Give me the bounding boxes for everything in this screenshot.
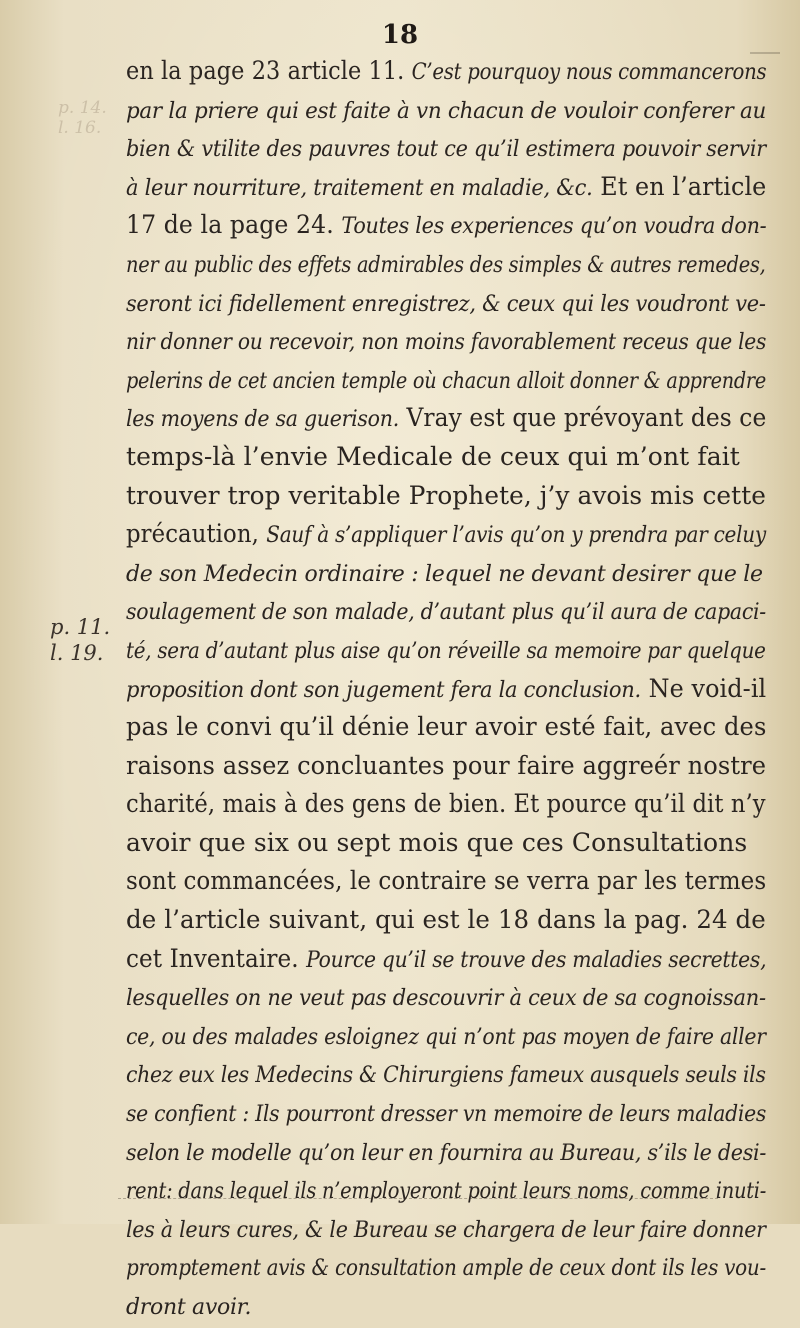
- italic-quote-segment: Toutes les experiences qu’on voudra don-: [341, 214, 767, 240]
- italic-quote-segment: Sauf à s’appliquer l’avis qu’on y prendra par celuy: [266, 523, 766, 549]
- roman-text-segment: charité, mais à des gens de bien. Et pource qu’il dit n’y: [126, 789, 766, 819]
- text-line: [126, 785, 766, 824]
- text-line: [126, 747, 767, 786]
- bottom-rule: [118, 1198, 718, 1200]
- text-line: [126, 592, 766, 631]
- italic-quote-segment: se confient : Ils pourront dresser vn memoire de leurs maladies: [126, 1102, 767, 1128]
- text-line: [126, 1171, 767, 1210]
- text-line: [126, 399, 767, 438]
- italic-quote-segment: Pource qu’il se trouve des maladies secrettes,: [306, 947, 767, 973]
- italic-quote-segment: promptement avis & consultation ample de ceux dont ils les vou-: [126, 1256, 766, 1282]
- text-line: [126, 1055, 766, 1094]
- margin-note-line: l. 19.: [50, 641, 104, 665]
- roman-text-segment: Et en l’article: [592, 171, 767, 201]
- italic-quote-segment: bien & vtilite des pauvres tout ce qu’il estimera pouvoir servir: [126, 137, 766, 163]
- margin-note: [50, 614, 110, 666]
- italic-quote-segment: té, sera d’autant plus aise qu’on réveille sa memoire par quelque: [126, 638, 766, 664]
- text-line: [126, 52, 767, 91]
- text-line: [126, 1210, 766, 1249]
- text-line: [126, 129, 766, 168]
- text-line: [126, 477, 766, 516]
- roman-text-segment: de l’article suivant, qui est le 18 dans la pag. 24 de: [126, 905, 766, 935]
- text-line: [126, 940, 767, 979]
- italic-quote-segment: ner au public des effets admirables des simples & autres remedes,: [126, 252, 766, 278]
- text-line: [126, 91, 766, 130]
- italic-quote-segment: rent: dans lequel ils n’employeront point leurs noms, comme inuti-: [126, 1179, 767, 1205]
- text-line: [126, 245, 766, 284]
- italic-quote-segment: par la priere qui est faite à vn chacun de vouloir conferer au: [126, 98, 766, 124]
- text-line: [126, 168, 767, 207]
- margin-note-faint: [58, 98, 107, 138]
- italic-quote-segment: de son Medecin ordinaire : lequel ne devant desirer que le: [126, 561, 763, 587]
- italic-quote-segment: seront ici fidellement enregistrez, & ceux qui les voudront ve-: [126, 291, 766, 317]
- text-line: [126, 515, 766, 554]
- roman-text-segment: avoir que six ou sept mois que ces Consultations: [126, 827, 748, 857]
- margin-note-faint-line: p. 14.: [58, 98, 107, 118]
- italic-quote-segment: nir donner ou recevoir, non moins favorablement receus que les: [126, 330, 767, 356]
- text-line: [126, 322, 767, 361]
- roman-text-segment: Vray est que prévoyant des ce: [398, 403, 767, 433]
- text-line: [126, 1133, 767, 1172]
- italic-quote-segment: les moyens de sa guerison.: [126, 407, 399, 433]
- roman-text-segment: trouver trop veritable Prophete, j’y avois mis cette: [126, 480, 766, 510]
- italic-quote-segment: proposition dont son jugement fera la conclusion.: [126, 677, 641, 703]
- roman-text-segment: pas le convi qu’il dénie leur avoir esté fait, avec des: [126, 712, 767, 742]
- body-text: [126, 52, 766, 1326]
- roman-text-segment: sont commancées, le contraire se verra par les termes: [126, 866, 767, 896]
- margin-note-faint-line: l. 16.: [58, 118, 102, 138]
- italic-quote-segment: soulagement de son malade, d’autant plus qu’il aura de capaci-: [126, 600, 766, 626]
- roman-text-segment: temps-là l’envie Medicale de ceux qui m’ont fait: [126, 441, 740, 471]
- italic-quote-segment: ce, ou des malades esloignez qui n’ont pas moyen de faire aller: [126, 1024, 766, 1050]
- roman-text-segment: en la page 23 article 11.: [126, 56, 412, 85]
- text-line: [126, 361, 766, 400]
- text-line: [126, 670, 767, 709]
- text-line: [126, 1287, 766, 1326]
- text-line: [126, 1248, 766, 1287]
- roman-text-segment: Ne void-il: [640, 673, 767, 703]
- roman-text-segment: 17 de la page 24.: [126, 210, 342, 240]
- text-line: [126, 206, 767, 245]
- text-line: [126, 631, 766, 670]
- text-line: [126, 708, 767, 747]
- page-number: 18: [381, 20, 419, 50]
- roman-text-segment: cet Inventaire.: [126, 943, 307, 973]
- italic-quote-segment: lesquelles on ne veut pas descouvrir à ceux de sa cognoissan-: [126, 986, 766, 1012]
- text-line: [126, 554, 766, 593]
- text-line: [126, 284, 766, 323]
- roman-text-segment: précaution,: [126, 519, 267, 549]
- roman-text-segment: raisons assez concluantes pour faire aggreér nostre: [126, 750, 767, 780]
- text-line: [126, 978, 766, 1017]
- italic-quote-segment: pelerins de cet ancien temple où chacun alloit donner & apprendre: [126, 368, 766, 394]
- text-line: [126, 1094, 767, 1133]
- text-line: [126, 1017, 766, 1056]
- text-line: [126, 862, 767, 901]
- margin-note-page: p. 11.: [50, 615, 111, 639]
- italic-quote-segment: les à leurs cures, & le Bureau se chargera de leur faire donner: [126, 1217, 766, 1243]
- italic-quote-segment: chez eux les Medecins & Chirurgiens fameux ausquels seuls ils: [126, 1063, 766, 1089]
- text-line: [126, 901, 766, 940]
- text-line: [126, 824, 766, 863]
- italic-quote-segment: dront avoir.: [126, 1295, 252, 1320]
- italic-quote-segment: à leur nourriture, traitement en maladie, &c.: [126, 175, 593, 201]
- italic-quote-segment: C’est pourquoy nous commancerons: [411, 60, 767, 85]
- text-line: [126, 438, 766, 477]
- italic-quote-segment: selon le modelle qu’on leur en fournira au Bureau, s’ils le desi-: [126, 1140, 767, 1166]
